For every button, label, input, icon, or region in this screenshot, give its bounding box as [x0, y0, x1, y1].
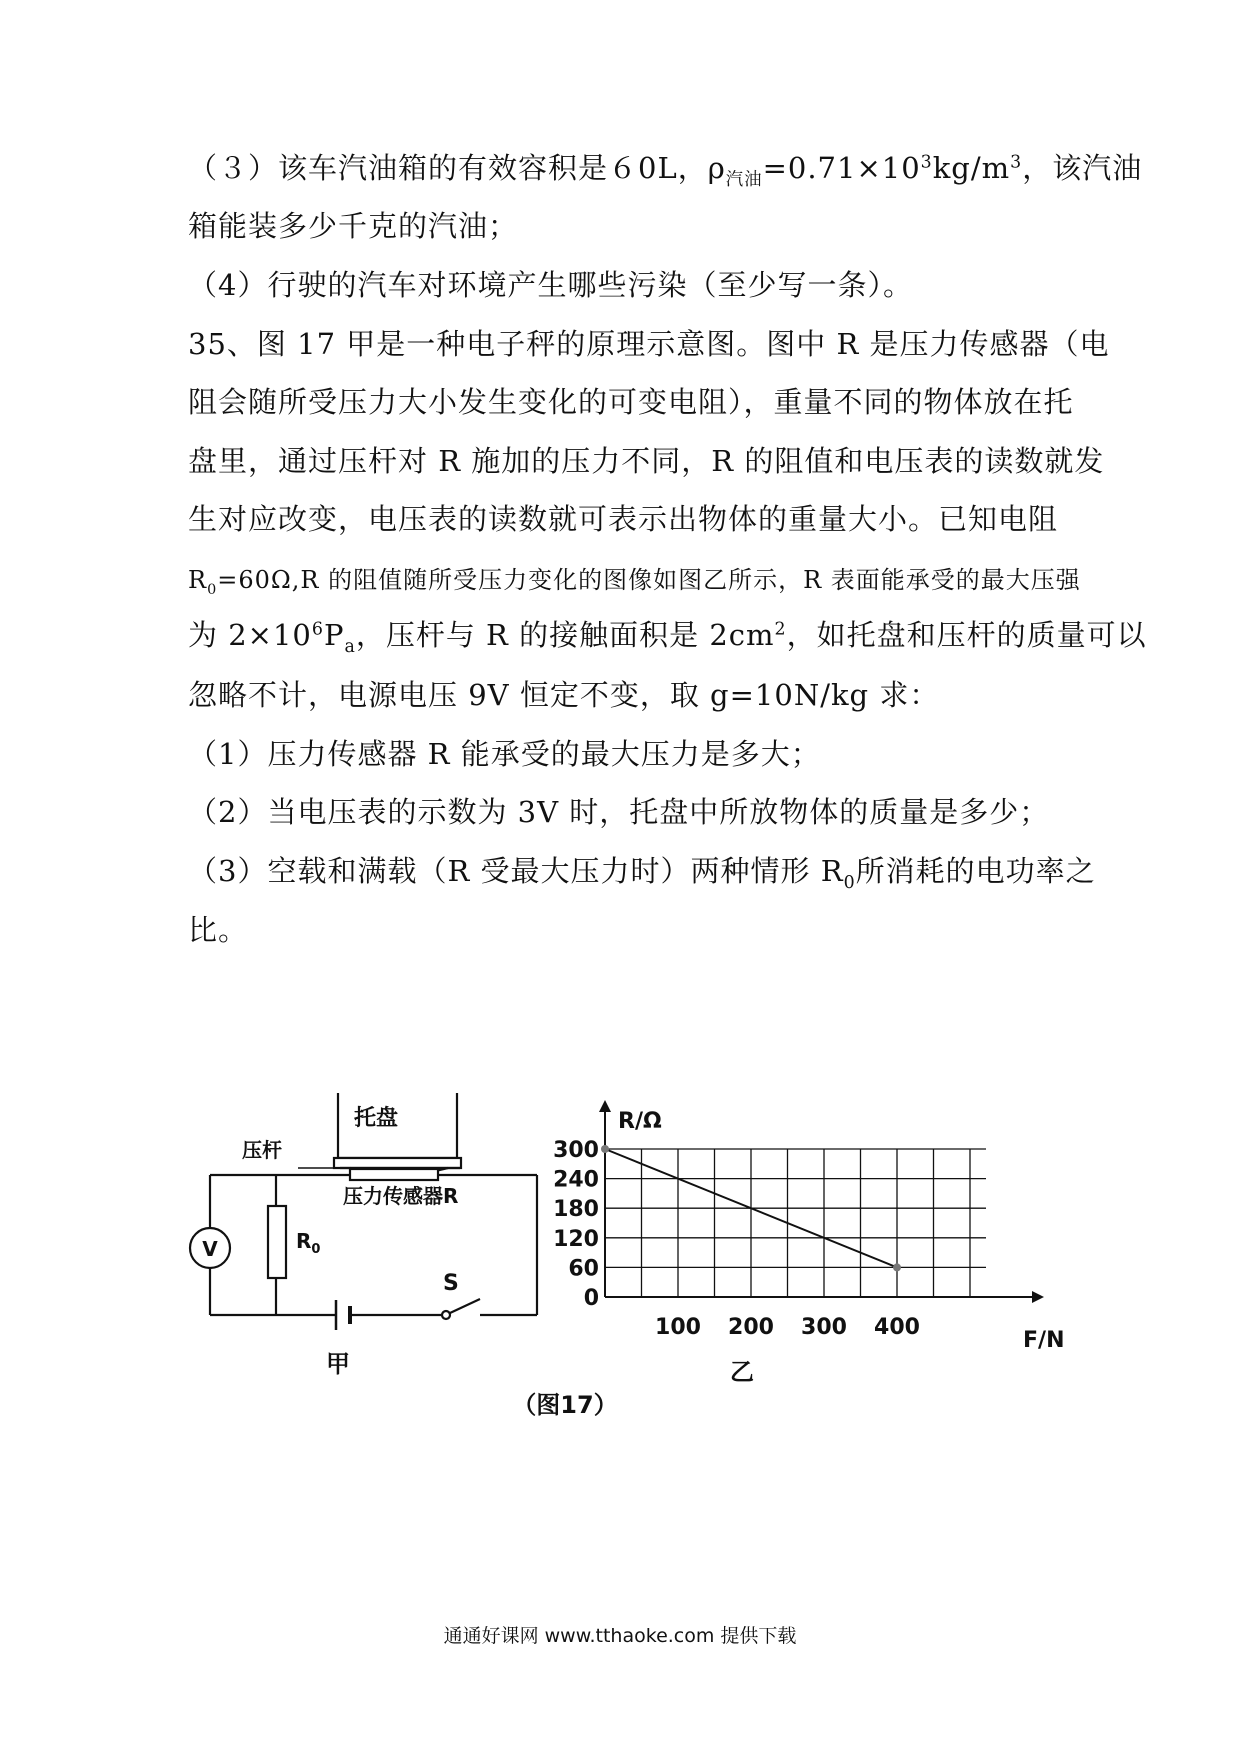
data-point — [893, 1263, 901, 1271]
x-tick-label: 100 — [655, 1315, 701, 1340]
graph-caption: 乙 — [730, 1358, 754, 1386]
density-unit-exponent: 3 — [1010, 152, 1023, 173]
figure-caption: （图17） — [512, 1391, 618, 1419]
rho-subscript: 汽油 — [725, 169, 763, 190]
q35-sub2: （2）当电压表的示数为 3V 时，托盘中所放物体的质量是多少； — [188, 795, 1050, 829]
tray-base — [334, 1158, 461, 1168]
q34-item3-text: （３）该车汽油箱的有效容积是６0L， — [188, 151, 708, 185]
pressure-unit: P — [323, 618, 345, 652]
q35-sub3-text: （3）空载和满载（R 受最大压力时）两种情形 R — [188, 854, 844, 888]
rho-symbol: ρ — [707, 151, 726, 185]
density-exponent: 3 — [920, 152, 933, 173]
switch-contact — [442, 1311, 450, 1319]
q35-line5-text: =60Ω,R 的阻值随所受压力变化的图像如图乙所示，R 表面能承受的最大压强 — [217, 566, 1081, 594]
y-tick-label: 300 — [553, 1138, 599, 1163]
q35-sub1: （1）压力传感器 R 能承受的最大压力是多大； — [188, 737, 821, 771]
y-tick-label: 120 — [553, 1226, 599, 1252]
q35-line7: 忽略不计，电源电压 9V 恒定不变，取 g=10N/kg 求： — [188, 678, 940, 712]
x-tick-label: 400 — [874, 1315, 920, 1340]
y-tick-label: 0 — [583, 1286, 599, 1311]
data-point — [601, 1145, 609, 1153]
r0-subscript: 0 — [207, 581, 218, 598]
pressure-unit-subscript: a — [344, 636, 356, 657]
q35-line3: 盘里，通过压杆对 R 施加的压力不同，R 的阻值和电压表的读数就发 — [188, 444, 1105, 478]
y-axis-label: R/Ω — [618, 1109, 662, 1134]
y-tick-label: 180 — [553, 1197, 599, 1223]
r0-label-subscript: 0 — [311, 1242, 321, 1257]
q35-line4: 生对应改变，电压表的读数就可表示出物体的重量大小。已知电阻 — [188, 502, 1059, 536]
tray-label: 托盘 — [353, 1106, 399, 1131]
resistance-force-chart — [553, 1100, 1064, 1353]
q35-line2: 阻会随所受压力大小发生变化的可变电阻），重量不同的物体放在托 — [188, 385, 1074, 419]
pressure-value: 为 2×10 — [188, 618, 312, 652]
r0-label — [296, 1229, 320, 1257]
x-axis-label: F/N — [1023, 1328, 1065, 1353]
r0-subscript-2: 0 — [843, 872, 856, 893]
footer: 通通好课网 www.tthaoke.com 提供下载 — [443, 1625, 797, 1647]
contact-area-text: ，压杆与 R 的接触面积是 2cm — [355, 618, 775, 652]
switch-blade — [450, 1299, 480, 1313]
q35-sub3-tail: 所消耗的电功率之 — [855, 854, 1096, 888]
r0-symbol: R — [188, 566, 208, 594]
density-value: =0.71×10 — [762, 151, 921, 185]
r0-label-letter: R — [296, 1229, 312, 1253]
voltmeter-label: V — [202, 1237, 218, 1261]
rod-label: 压杆 — [242, 1138, 282, 1162]
x-axis-arrow — [1032, 1291, 1044, 1303]
q35-line1: 35、图 17 甲是一种电子秤的原理示意图。图中 R 是压力传感器（电 — [188, 327, 1110, 361]
pressure-exponent: 6 — [311, 619, 324, 640]
y-axis-arrow — [599, 1100, 611, 1112]
q34-item4: （4）行驶的汽车对环境产生哪些污染（至少写一条）。 — [188, 268, 913, 302]
switch-label: S — [443, 1271, 459, 1296]
x-tick-label: 200 — [728, 1315, 774, 1340]
q34-item3-line2: 箱能装多少千克的汽油； — [188, 209, 519, 243]
area-exponent: 2 — [774, 619, 787, 640]
q34-item3-tail: ，该汽油 — [1022, 151, 1143, 185]
q35-sub3-line2: 比。 — [188, 913, 249, 947]
y-tick-label: 60 — [568, 1256, 599, 1282]
circuit-labels — [202, 1105, 459, 1378]
x-tick-label: 300 — [801, 1315, 847, 1340]
sensor-label: 压力传感器R — [343, 1184, 459, 1208]
y-tick-label: 240 — [553, 1167, 599, 1193]
circuit-caption: 甲 — [326, 1350, 350, 1378]
pressure-sensor — [350, 1169, 438, 1180]
density-unit: kg/m — [932, 151, 1011, 185]
r0-resistor — [268, 1206, 286, 1278]
q35-line6-tail: ，如托盘和压杆的质量可以 — [786, 618, 1147, 652]
